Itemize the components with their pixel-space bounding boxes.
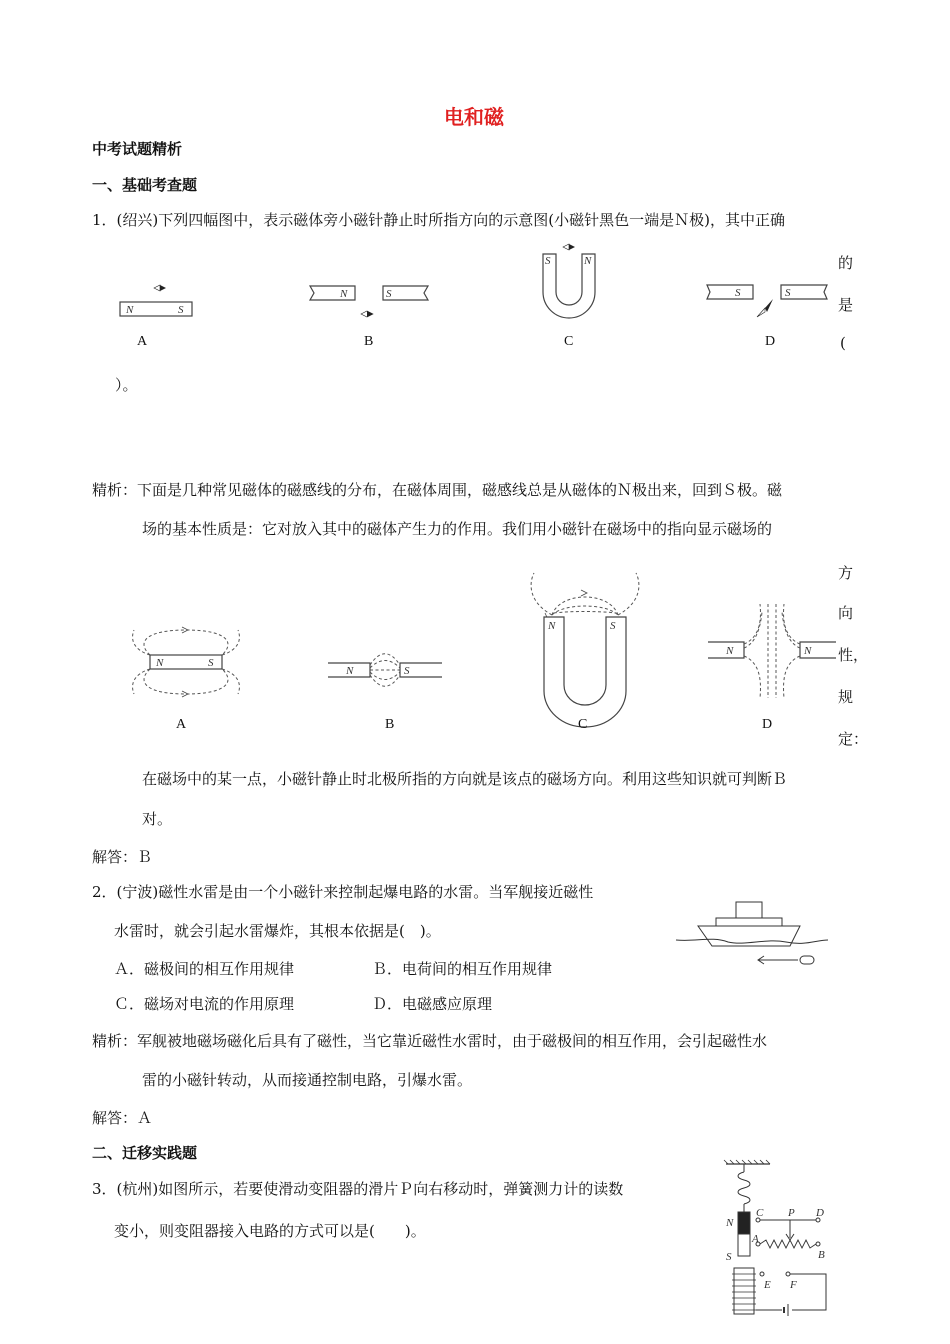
q2-option-a: Ａ．磁极间的相互作用规律	[114, 960, 295, 978]
pole-s-label: S	[386, 288, 392, 300]
q2-answer: 解答：Ａ	[92, 1109, 153, 1127]
field-fig-label-a: A	[176, 717, 187, 732]
pole-s-label: S	[545, 255, 551, 267]
q1-analysis-side: 向	[838, 604, 854, 622]
q2-line1: 2．(宁波)磁性水雷是由一个小磁针来控制起爆电路的水雷。当军舰接近磁性	[92, 883, 594, 901]
q1-fig-label-a: A	[137, 334, 148, 349]
page-title: 电和磁	[444, 105, 504, 129]
section-header: 中考试题精析	[92, 140, 183, 158]
q2-option-d: Ｄ．电磁感应原理	[372, 995, 493, 1013]
q1-fig-label-b: B	[364, 334, 374, 349]
q1-figure-a	[118, 280, 198, 320]
q1-analysis-line3: 在磁场中的某一点，小磁针静止时北极所指的方向就是该点的磁场方向。利用这些知识就可判断Ｂ	[142, 770, 788, 788]
q1-analysis-side: 性，	[838, 646, 869, 664]
part1-title: 一、基础考查题	[92, 176, 198, 194]
q1-analysis-line4: 对。	[142, 810, 173, 828]
field-figure-c	[530, 573, 640, 703]
q1-fig-label-c: C	[564, 334, 574, 349]
q2-option-c: Ｃ．磁场对电流的作用原理	[114, 995, 295, 1013]
field-fig-label-d: D	[762, 717, 773, 732]
field-figure-d	[708, 604, 838, 700]
pole-n-label: N	[126, 304, 134, 316]
q3-line1: 3．(杭州)如图所示，若要使滑动变阻器的滑片Ｐ向右移动时，弹簧测力计的读数	[92, 1180, 624, 1198]
q1-analysis-side: 方	[838, 564, 854, 582]
letter-b: B	[818, 1249, 825, 1261]
part2-title: 二、迁移实践题	[92, 1144, 198, 1162]
pole-n-label: N	[584, 255, 592, 267]
pole-s-label: S	[785, 287, 791, 299]
pole-s-label: S	[735, 287, 741, 299]
q2-option-b: Ｂ．电荷间的相互作用规律	[372, 960, 553, 978]
pole-s-label: S	[208, 657, 214, 669]
field-figure-a	[126, 622, 246, 702]
q1-side-char: (	[840, 334, 846, 352]
q1-analysis-side: 规	[838, 688, 854, 706]
warship-figure	[676, 898, 836, 970]
q2-analysis-line2: 雷的小磁针转动，从而接通控制电路，引爆水雷。	[142, 1071, 473, 1089]
letter-a: A	[752, 1233, 759, 1245]
letter-n: N	[726, 1217, 734, 1229]
field-fig-label-c: C	[578, 717, 588, 732]
pole-s-label: S	[610, 620, 616, 632]
q1-side-char: 的	[838, 254, 854, 272]
pole-n-label: N	[156, 657, 164, 669]
q2-line2: 水雷时，就会引起水雷爆炸，其根本依据是( )。	[114, 922, 441, 940]
q1-analysis-line1: 精析：下面是几种常见磁体的磁感线的分布，在磁体周围，磁感线总是从磁体的Ｎ极出来，回到Ｓ极。磁	[92, 481, 783, 499]
pole-n-label: N	[804, 645, 812, 657]
pole-s-label: S	[404, 665, 410, 677]
letter-p: P	[788, 1207, 795, 1219]
q1-figure-c	[535, 244, 605, 324]
pole-s-label: S	[178, 304, 184, 316]
q2-analysis-line1: 精析：军舰被地磁场磁化后具有了磁性，当它靠近磁性水雷时，由于磁极间的相互作用，会引起磁性水	[92, 1032, 768, 1050]
pole-n-label: N	[726, 645, 734, 657]
field-fig-label-b: B	[385, 717, 395, 732]
letter-c: C	[756, 1207, 764, 1219]
q1-fig-label-d: D	[765, 334, 776, 349]
q1-text: 1．(绍兴)下列四幅图中，表示磁体旁小磁针静止时所指方向的示意图(小磁针黑色一端是Ｎ极)，其中正确	[92, 211, 785, 229]
letter-s: S	[726, 1251, 732, 1263]
q1-tail: ）。	[115, 376, 138, 394]
letter-d: D	[816, 1207, 824, 1219]
q1-analysis-side: 定：	[838, 730, 869, 748]
q1-analysis-line2: 场的基本性质是：它对放入其中的磁体产生力的作用。我们用小磁针在磁场中的指向显示磁场的	[142, 520, 773, 538]
q1-figure-d	[705, 283, 835, 323]
pole-n-label: N	[548, 620, 556, 632]
q1-answer: 解答：Ｂ	[92, 848, 153, 866]
q1-side-char: 是	[838, 296, 854, 314]
q1-figure-b	[310, 284, 430, 324]
circuit-figure	[722, 1160, 842, 1320]
q3-line2: 变小，则变阻器接入电路的方式可以是( )。	[114, 1222, 426, 1240]
pole-n-label: N	[340, 288, 348, 300]
letter-f: F	[790, 1279, 797, 1291]
field-figure-b	[328, 648, 444, 698]
letter-e: E	[764, 1279, 771, 1291]
pole-n-label: N	[346, 665, 354, 677]
